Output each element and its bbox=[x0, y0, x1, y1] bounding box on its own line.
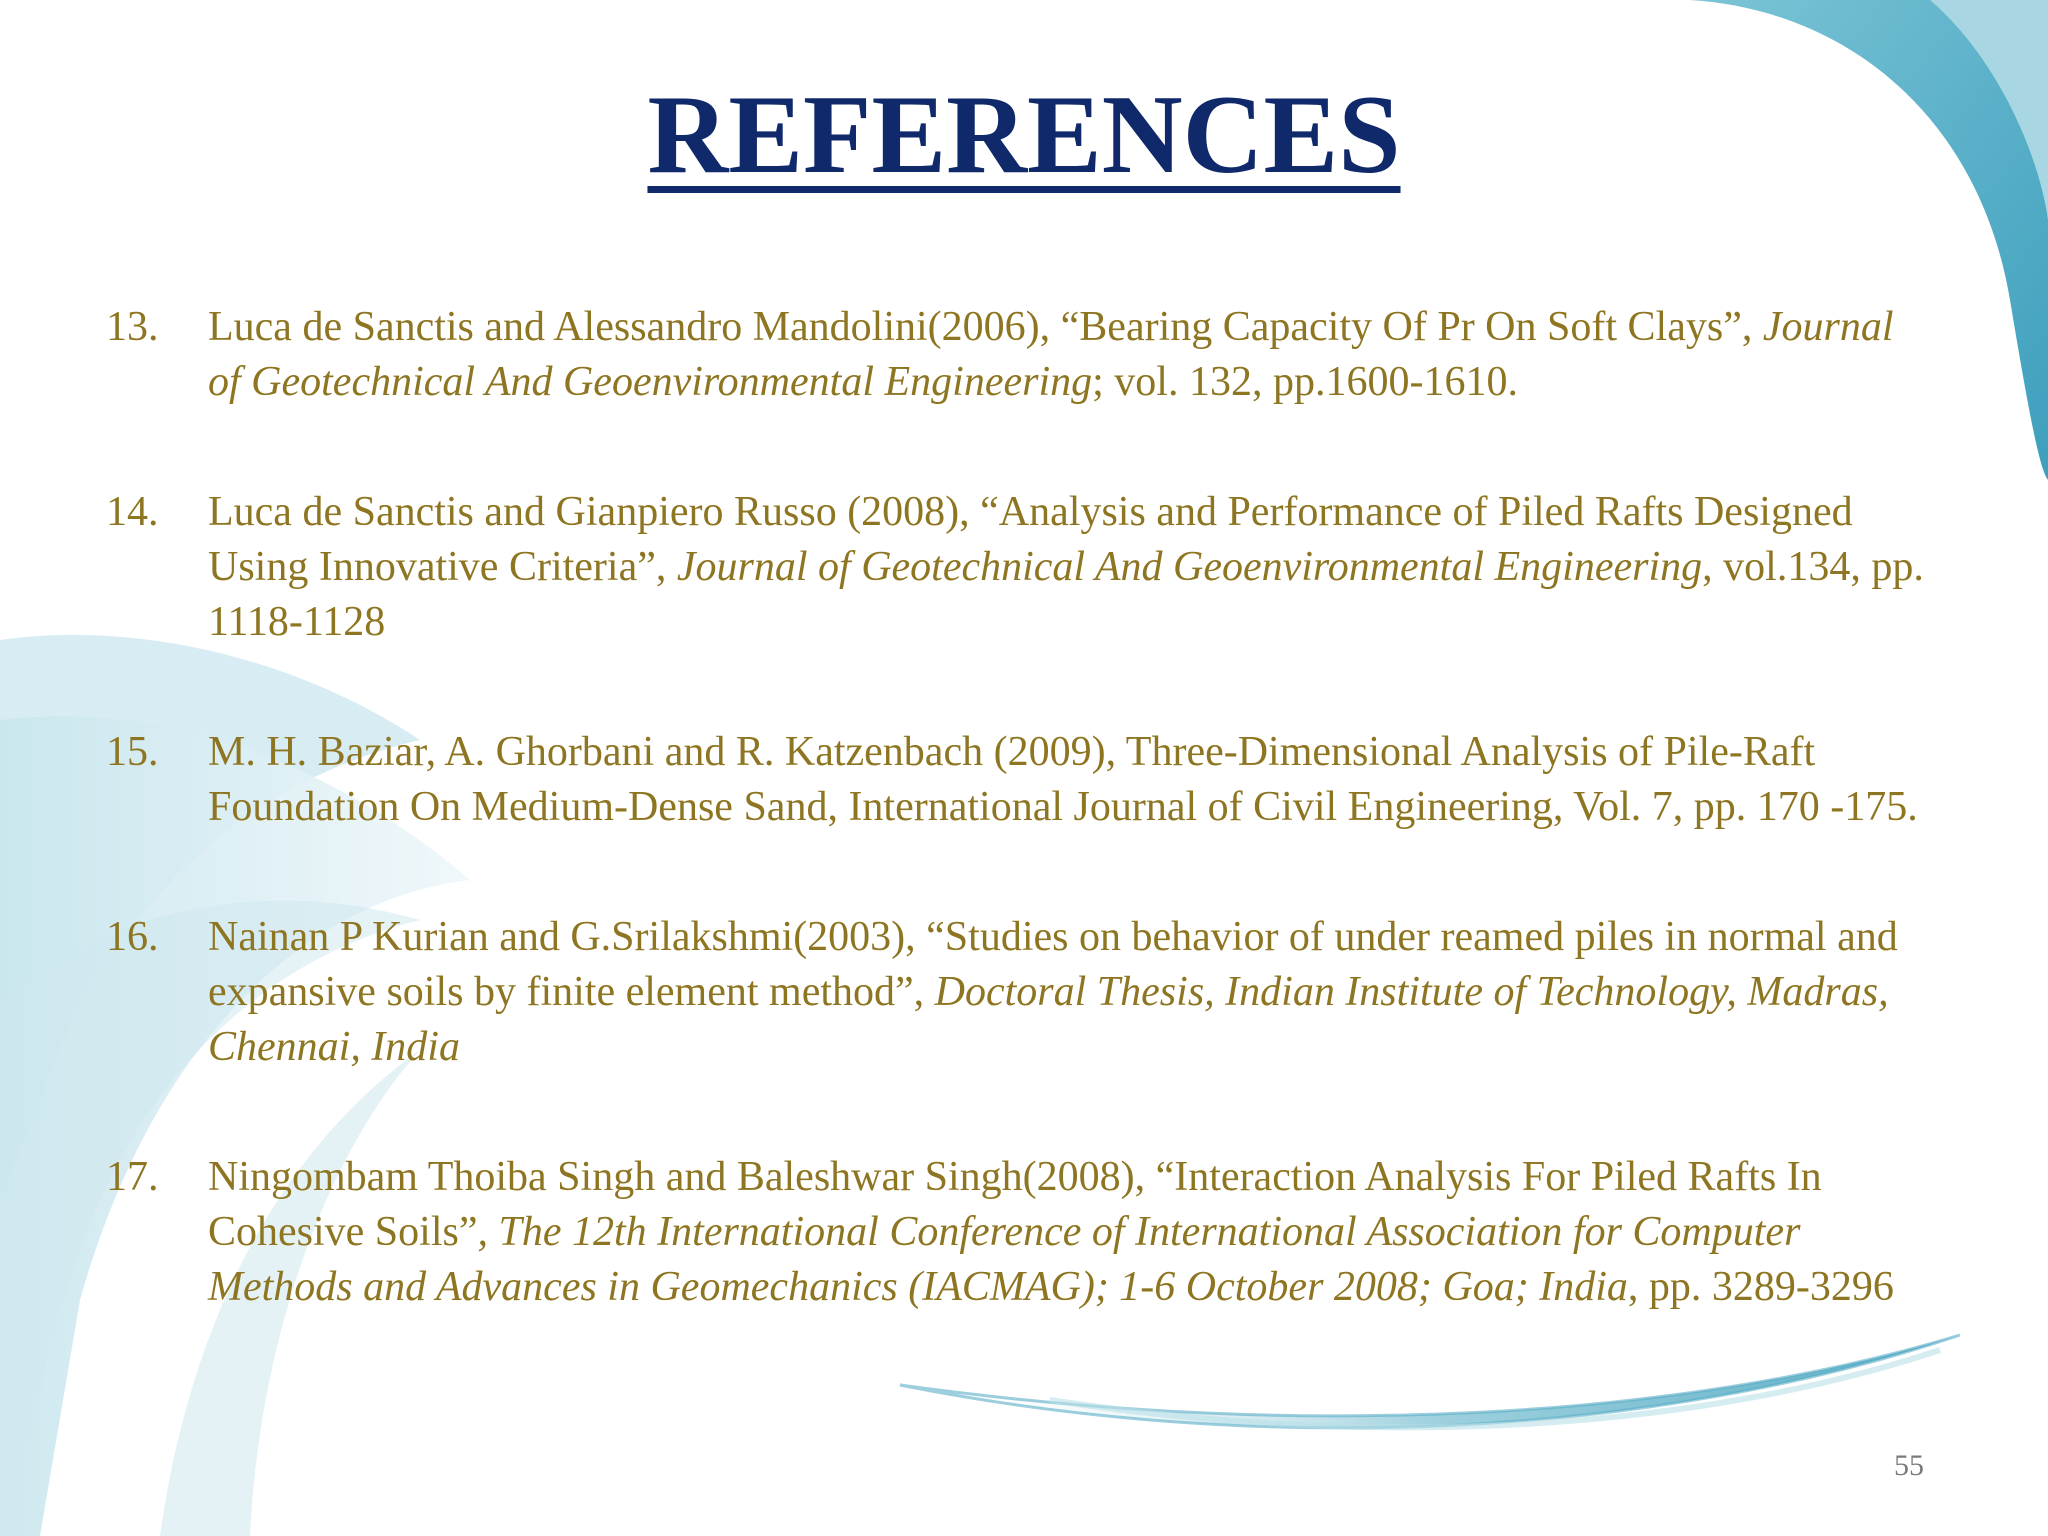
slide-title bbox=[0, 70, 2048, 200]
reference-text: M. H. Baziar, A. Ghorbani and R. Katzenbach (2009), Three-Dimensional Analysis of Pile-Raft Foundation On Medium-Dense Sand, International Journal of Civil Engineering, Vol. 7, pp. 170 -175. bbox=[208, 729, 1918, 830]
reference-details: , vol.134, pp. 1118-1128 bbox=[208, 544, 1924, 645]
reference-15 bbox=[106, 725, 1936, 835]
reference-number: 16. bbox=[106, 914, 159, 960]
swoosh-bottom-line bbox=[900, 1335, 1960, 1428]
reference-details: ; vol. 132, pp.1600-1610. bbox=[1092, 359, 1518, 405]
reference-13 bbox=[106, 300, 1936, 410]
reference-journal: Journal of Geotechnical And Geoenvironmental Engineering bbox=[676, 544, 1703, 590]
reference-14 bbox=[106, 485, 1936, 650]
page-number: 55 bbox=[1894, 1449, 1924, 1482]
reference-number: 17. bbox=[106, 1154, 159, 1200]
reference-16 bbox=[106, 910, 1936, 1075]
reference-number: 14. bbox=[106, 489, 159, 535]
reference-details: , pp. 3289-3296 bbox=[1627, 1264, 1894, 1310]
reference-text: Luca de Sanctis and Alessandro Mandolini(2006), “Bearing Capacity Of Pr On Soft Clays”, bbox=[208, 304, 1763, 350]
reference-17 bbox=[106, 1150, 1936, 1315]
reference-journal: , The 12th International Conference of International Association for Computer Methods and Advances in Geomechanics (IACMAG); 1-6 October 2008; Goa; India bbox=[208, 1209, 1801, 1310]
reference-journal: Journal of Geotechnical And Geoenvironmental Engineering bbox=[208, 304, 1894, 405]
slide-title-text: REFERENCES bbox=[647, 73, 1401, 197]
reference-text: Ningombam Thoiba Singh and Baleshwar Singh(2008), “Interaction Analysis For Piled Rafts In Cohesive Soils” bbox=[208, 1154, 1822, 1255]
reference-number: 13. bbox=[106, 304, 159, 350]
reference-number: 15. bbox=[106, 729, 159, 775]
references-list bbox=[106, 300, 1936, 1315]
reference-journal: Doctoral Thesis, Indian Institute of Technology, Madras, Chennai, India bbox=[208, 969, 1889, 1070]
reference-text: Nainan P Kurian and G.Srilakshmi(2003), “Studies on behavior of under reamed piles in normal and expansive soils by finite element method”, bbox=[208, 914, 1898, 1015]
reference-text: Luca de Sanctis and Gianpiero Russo (2008), “Analysis and Performance of Piled Rafts Designed Using Innovative Criteria”, bbox=[208, 489, 1853, 590]
